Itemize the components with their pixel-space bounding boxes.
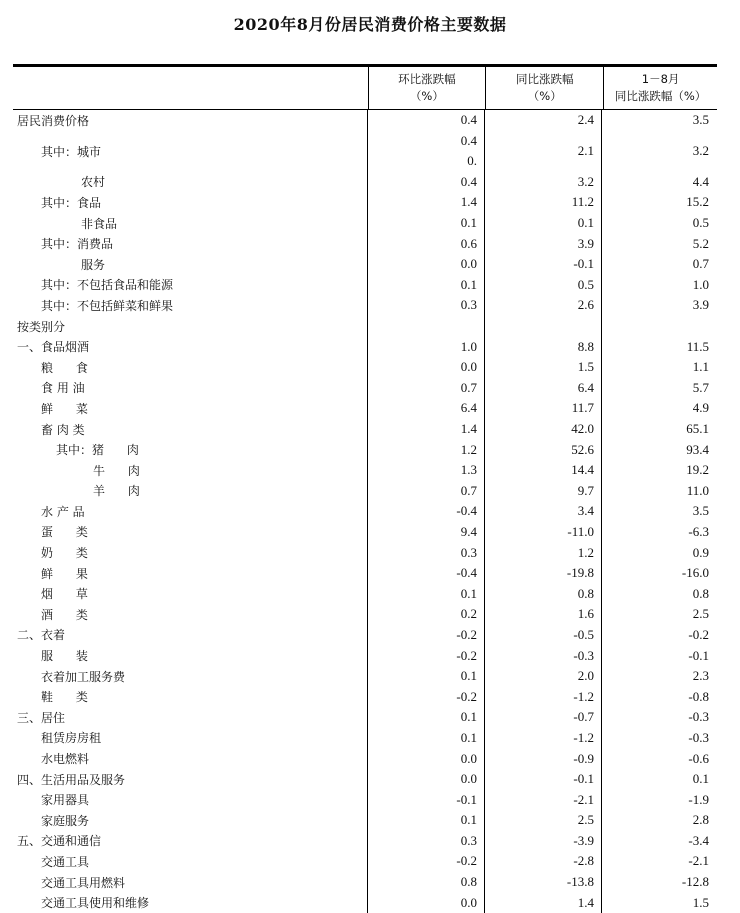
- cell-mom: 0.3: [368, 295, 485, 316]
- table-row: [13, 316, 717, 337]
- row-label: 食 用 油: [13, 378, 368, 399]
- cell-mom: 0.7: [368, 481, 485, 502]
- row-label: 非食品: [13, 213, 368, 234]
- header-ytd-line1: 1－8月: [641, 72, 680, 86]
- cell-yoy: 3.2: [485, 172, 602, 193]
- header-mom-line2: （%）: [409, 89, 444, 103]
- cell-yoy: [485, 316, 602, 337]
- row-label: 二、衣着: [13, 625, 368, 646]
- cell-ytd: -0.6: [688, 750, 709, 766]
- cell-mom: 0.3: [368, 831, 485, 852]
- cell-ytd: 65.1: [686, 421, 709, 437]
- row-label: 羊 肉: [13, 481, 368, 502]
- cell-mom: 6.4: [368, 398, 485, 419]
- row-label: 其中：城市: [13, 131, 368, 172]
- table-row: [13, 851, 717, 872]
- cell-yoy: -13.8: [485, 872, 602, 893]
- table-row: [13, 748, 717, 769]
- table-row: [13, 419, 717, 440]
- row-label: 按类别分: [13, 316, 368, 337]
- cell-ytd: -6.3: [688, 523, 709, 539]
- cell-yoy: 8.8: [485, 336, 602, 357]
- cell-mom: 0.1: [368, 275, 485, 296]
- cell-mom: 0.1: [368, 810, 485, 831]
- row-label: 交通工具: [13, 851, 368, 872]
- header-yoy-line2: （%）: [527, 89, 562, 103]
- row-label: 粮 食: [13, 357, 368, 378]
- cell-ytd: -0.3: [688, 709, 709, 725]
- row-label: 其中：消费品: [13, 233, 368, 254]
- header-blank: [13, 67, 369, 109]
- row-label: 酒 类: [13, 604, 368, 625]
- cell-ytd: 1.0: [692, 276, 709, 292]
- table-row: [13, 192, 717, 213]
- table-row: [13, 625, 717, 646]
- cell-mom: 0.8: [368, 872, 485, 893]
- cell-mom: -0.2: [368, 645, 485, 666]
- cell-yoy: 2.6: [485, 295, 602, 316]
- table-row: [13, 378, 717, 399]
- table-body: [13, 110, 717, 913]
- row-label: 其中：食品: [13, 192, 368, 213]
- cell-ytd: 3.5: [692, 112, 709, 128]
- cell-yoy: -3.9: [485, 831, 602, 852]
- table-row: [13, 254, 717, 275]
- cell-yoy: 3.9: [485, 233, 602, 254]
- cell-yoy: 2.0: [485, 666, 602, 687]
- row-label: 居民消费价格: [13, 110, 368, 131]
- cell-yoy: -0.1: [485, 254, 602, 275]
- cell-yoy: 0.5: [485, 275, 602, 296]
- table-row: [13, 357, 717, 378]
- cell-mom: 0.2: [368, 604, 485, 625]
- cell-ytd: 0.8: [692, 585, 709, 601]
- cell-ytd: -0.3: [688, 729, 709, 745]
- header-mom-line1: 环比涨跌幅: [398, 72, 456, 86]
- cell-ytd: -1.9: [688, 791, 709, 807]
- table-row: [13, 172, 717, 193]
- cell-mom: 0.0: [368, 748, 485, 769]
- cell-mom-value-overflow: 0.: [467, 153, 477, 169]
- cell-mom: -0.2: [368, 686, 485, 707]
- cell-mom: 0.4: [368, 110, 485, 131]
- cell-yoy: 42.0: [485, 419, 602, 440]
- row-label: 四、生活用品及服务: [13, 769, 368, 790]
- row-label: 交通工具使用和维修: [13, 892, 368, 913]
- cell-mom: -0.4: [368, 563, 485, 584]
- cell-mom: 1.0: [368, 336, 485, 357]
- table-row: [13, 892, 717, 913]
- page-title: 2020年8月份居民消费价格主要数据: [233, 15, 507, 34]
- row-label: 鞋 类: [13, 686, 368, 707]
- cell-yoy: -0.9: [485, 748, 602, 769]
- cell-yoy: 0.1: [485, 213, 602, 234]
- cell-yoy: 9.7: [485, 481, 602, 502]
- cell-mom: -0.2: [368, 625, 485, 646]
- row-label: 水 产 品: [13, 501, 368, 522]
- cell-mom: 0.1: [368, 583, 485, 604]
- cell-ytd: 4.9: [692, 400, 709, 416]
- cell-mom: -0.1: [368, 789, 485, 810]
- cell-yoy: 1.6: [485, 604, 602, 625]
- table-row: [13, 645, 717, 666]
- row-label: 一、食品烟酒: [13, 336, 368, 357]
- cell-ytd: -12.8: [681, 874, 709, 890]
- row-label: 服 装: [13, 645, 368, 666]
- row-label: 牛 肉: [13, 460, 368, 481]
- table-row: [13, 336, 717, 357]
- cell-ytd: 0.5: [692, 215, 709, 231]
- cell-ytd: -0.8: [688, 688, 709, 704]
- table-row: [13, 872, 717, 893]
- row-label: 农村: [13, 172, 368, 193]
- cell-mom: 0.0: [368, 769, 485, 790]
- cell-ytd: 2.8: [692, 812, 709, 828]
- table-row: [13, 542, 717, 563]
- cell-ytd: 1.1: [692, 359, 709, 375]
- cell-yoy: -1.2: [485, 728, 602, 749]
- cell-ytd: 2.5: [692, 606, 709, 622]
- row-label: 鲜 菜: [13, 398, 368, 419]
- cell-mom: 1.3: [368, 460, 485, 481]
- cell-mom: -0.2: [368, 851, 485, 872]
- row-label: 交通工具用燃料: [13, 872, 368, 893]
- cell-mom: 0.0: [368, 892, 485, 913]
- cell-yoy: -0.1: [485, 769, 602, 790]
- cell-yoy: 1.5: [485, 357, 602, 378]
- cell-yoy: 11.7: [485, 398, 602, 419]
- cell-mom: -0.4: [368, 501, 485, 522]
- cell-ytd: 3.9: [692, 297, 709, 313]
- table-row: [13, 686, 717, 707]
- cell-ytd: -16.0: [681, 565, 709, 581]
- cell-ytd: -0.2: [688, 626, 709, 642]
- cell-yoy: -0.5: [485, 625, 602, 646]
- cell-mom: 1.2: [368, 439, 485, 460]
- cell-ytd: 93.4: [686, 441, 709, 457]
- header-ytd: [604, 67, 717, 109]
- table-row: [13, 275, 717, 296]
- row-label: 租赁房房租: [13, 728, 368, 749]
- cell-yoy: -11.0: [485, 522, 602, 543]
- row-label: 烟 草: [13, 583, 368, 604]
- cell-yoy: 2.5: [485, 810, 602, 831]
- cell-ytd: 1.5: [692, 894, 709, 910]
- row-label: 衣着加工服务费: [13, 666, 368, 687]
- table-header: [13, 67, 717, 110]
- table-row: [13, 213, 717, 234]
- cell-mom: 0.7: [368, 378, 485, 399]
- cell-ytd: 0.7: [692, 256, 709, 272]
- cell-ytd: 15.2: [686, 194, 709, 210]
- table-row: [13, 563, 717, 584]
- cell-mom: 0.6: [368, 233, 485, 254]
- table-row: [13, 831, 717, 852]
- cell-mom: 9.4: [368, 522, 485, 543]
- table-row: [13, 233, 717, 254]
- row-label: 畜 肉 类: [13, 419, 368, 440]
- cell-mom: 1.4: [368, 419, 485, 440]
- cell-mom: [368, 316, 485, 337]
- table-row: [13, 789, 717, 810]
- row-label: 其中：不包括食品和能源: [13, 275, 368, 296]
- table-row: [13, 295, 717, 316]
- cell-ytd: 11.0: [686, 482, 709, 498]
- cell-ytd: -3.4: [688, 832, 709, 848]
- cell-ytd: 0.9: [692, 544, 709, 560]
- cell-yoy: -2.8: [485, 851, 602, 872]
- header-ytd-line2: 同比涨跌幅（%）: [614, 89, 707, 103]
- row-label: 蛋 类: [13, 522, 368, 543]
- cell-mom: [368, 131, 485, 172]
- table-row: [13, 481, 717, 502]
- header-mom: [369, 67, 487, 109]
- cell-yoy: 11.2: [485, 192, 602, 213]
- cell-mom: 0.0: [368, 357, 485, 378]
- row-label: 家用器具: [13, 789, 368, 810]
- cell-yoy: 0.8: [485, 583, 602, 604]
- header-yoy: [486, 67, 604, 109]
- row-label: 三、居住: [13, 707, 368, 728]
- cell-mom: 0.3: [368, 542, 485, 563]
- cell-yoy: -2.1: [485, 789, 602, 810]
- table-row: [13, 131, 717, 172]
- cell-ytd: 2.3: [692, 668, 709, 684]
- row-label: 家庭服务: [13, 810, 368, 831]
- table-row: [13, 398, 717, 419]
- cell-yoy: -1.2: [485, 686, 602, 707]
- row-label: 奶 类: [13, 542, 368, 563]
- cpi-table: [13, 64, 717, 913]
- cell-mom: 0.0: [368, 254, 485, 275]
- table-row: [13, 604, 717, 625]
- table-row: [13, 707, 717, 728]
- cell-mom: 0.1: [368, 666, 485, 687]
- cell-mom-value: 0.4: [460, 133, 477, 149]
- cell-yoy: 2.1: [485, 131, 602, 172]
- cell-yoy: 1.2: [485, 542, 602, 563]
- table-row: [13, 439, 717, 460]
- cell-mom: 0.1: [368, 728, 485, 749]
- cell-ytd: 19.2: [686, 462, 709, 478]
- cell-ytd: 3.2: [692, 143, 709, 159]
- row-label: 服务: [13, 254, 368, 275]
- cell-yoy: 2.4: [485, 110, 602, 131]
- cell-yoy: 6.4: [485, 378, 602, 399]
- cell-ytd: 5.7: [692, 379, 709, 395]
- table-row: [13, 460, 717, 481]
- cell-yoy: 52.6: [485, 439, 602, 460]
- cell-mom: 0.1: [368, 707, 485, 728]
- table-row: [13, 501, 717, 522]
- cell-yoy: 14.4: [485, 460, 602, 481]
- cell-mom: 0.4: [368, 172, 485, 193]
- table-row: [13, 583, 717, 604]
- cell-yoy: 3.4: [485, 501, 602, 522]
- cell-ytd: 4.4: [692, 173, 709, 189]
- table-row: [13, 666, 717, 687]
- cell-mom: 1.4: [368, 192, 485, 213]
- cell-ytd: -0.1: [688, 647, 709, 663]
- row-label: 五、交通和通信: [13, 831, 368, 852]
- cell-ytd: [602, 316, 715, 337]
- cell-ytd: 11.5: [686, 338, 709, 354]
- cell-ytd: 0.1: [692, 771, 709, 787]
- cell-ytd: -2.1: [688, 853, 709, 869]
- table-row: [13, 769, 717, 790]
- table-row: [13, 522, 717, 543]
- table-row: [13, 728, 717, 749]
- cell-yoy: 1.4: [485, 892, 602, 913]
- cell-yoy: -0.3: [485, 645, 602, 666]
- cell-ytd: 3.5: [692, 503, 709, 519]
- row-label: 鲜 果: [13, 563, 368, 584]
- table-row: [13, 810, 717, 831]
- cell-ytd: 5.2: [692, 235, 709, 251]
- row-label: 水电燃料: [13, 748, 368, 769]
- table-row: [13, 110, 717, 131]
- row-label: 其中：不包括鲜菜和鲜果: [13, 295, 368, 316]
- header-yoy-line1: 同比涨跌幅: [515, 72, 574, 86]
- cell-mom: 0.1: [368, 213, 485, 234]
- cell-yoy: -19.8: [485, 563, 602, 584]
- cell-yoy: -0.7: [485, 707, 602, 728]
- row-label: 其中：猪 肉: [13, 439, 368, 460]
